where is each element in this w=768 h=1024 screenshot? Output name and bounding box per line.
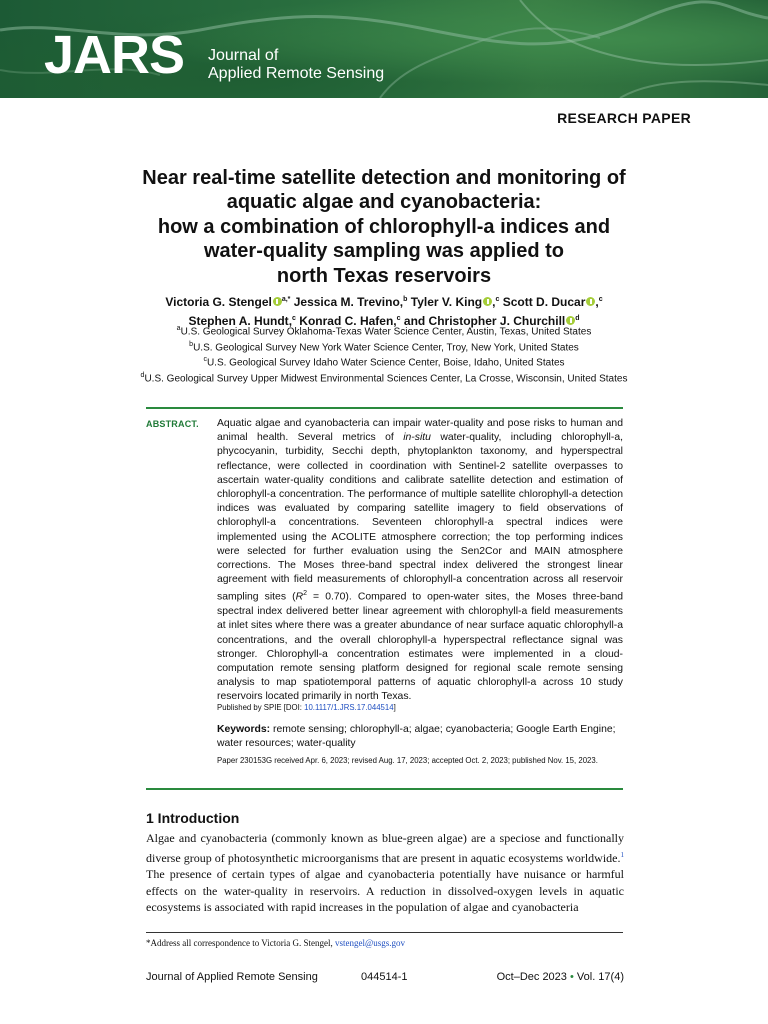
author-name[interactable]: Victoria G. Stengel [165,295,272,309]
r-squared-symbol: R [295,591,304,603]
abstract-text-part: = 0.70). Compared to open-water sites, the Moses three-band spectral index delivered better linear agreement with chlorophyll-a field measurements at inlet sites where there was a greater abundance of near surface aquatic chlorophyll-a concentrations, and the overall chlorophyll-a hyperspectral reflectance signal was stronger. Chlorophyll-a concentration estimates were implemented in a cloud-computation remote sensing platform designed for regional scale remote sensing analysis to map spatiotemporal patterns of aquatic chlorophyll-a across 10 study reservoirs located primarily in north Texas. [217,591,623,703]
r-squared-exponent: 2 [303,590,307,598]
footer-volume: Vol. 17(4) [576,971,624,983]
keywords [217,723,623,751]
abstract-bottom-rule [146,788,623,790]
author-sep: , [492,295,496,309]
orcid-icon[interactable] [273,297,282,306]
paper-history: Paper 230153G received Apr. 6, 2023; revised Aug. 17, 2023; accepted Oct. 2, 2023; published Nov. 15, 2023. [217,756,598,765]
abstract-text-part: water-quality, including chlorophyll-a, phycocyanin, turbidity, Secchi depth, phytoplankton taxonomy, and hyperspectral reflectance, were collected in coordination with Sentinel-2 satellite overpasses to ascertain water-quality conditions and calibrate satellite detection and estimation of chlorophyll-a concentration. The performance of multiple satellite chlorophyll-a detection indices was evaluated by comparing satellite imagery to field observations of chlorophyll-a concentrations. Seventeen chlorophyll-a spectral indices were implemented using the ACOLITE atmosphere correction; the top performing indices were selected for further evaluation using the Sen2Cor and MAIN atmosphere corrections. The Moses three-band spectral index delivered the strongest linear agreement with field measurements of chlorophyll-a concentration across all reservoir sampling sites ( [217,432,623,603]
author-sep: , [595,295,599,309]
author-sep: , [399,295,404,309]
published-by-line [217,703,396,712]
paper-type-label: RESEARCH PAPER [557,110,691,126]
author-affil-sup: b [403,296,408,303]
author-affil-sup: a,* [281,296,291,303]
intro-text-part: The presence of certain types of algae and cyanobacteria potentially have nuisance or harmful effects on the water-quality in reservoirs. A reduction in dissolved-oxygen levels in aquatic ecosystems is associated with rapid increases in the population of algae and cyanobacteria [146,867,624,914]
author-sep: , [393,313,397,328]
journal-logo: JARS [44,25,185,85]
published-prefix: Published by SPIE [DOI: [217,703,305,712]
abstract-text-part: Aquatic algae and cyanobacteria can impair water-quality and pose risks to human and animal health. Several metrics of [217,418,623,444]
author-affil-sup: c [292,314,296,322]
affiliation-list [120,323,648,386]
footnote-text: *Address all correspondence to Victoria G. Stengel, [146,938,335,948]
orcid-icon[interactable] [483,297,492,306]
doi-link[interactable]: 10.1117/1.JRS.17.044514 [304,703,394,712]
affiliation-text: U.S. Geological Survey New York Water Science Center, Troy, New York, United States [193,342,579,354]
journal-banner [0,0,768,98]
abstract-label: ABSTRACT. [146,419,199,429]
author-name[interactable]: Scott D. Ducar [502,295,586,309]
author-line [130,292,638,311]
affiliation [120,339,648,355]
abstract-top-rule [146,407,623,409]
correspondence-footnote [146,938,405,948]
footer-issue-date: Oct–Dec 2023 [496,971,567,983]
title-line: north Texas reservoirs [276,264,492,287]
author-name[interactable]: and Christopher J. Churchill [403,313,566,328]
keywords-text: remote sensing; chlorophyll-a; algae; cyanobacteria; Google Earth Engine; water resources; water-quality [217,724,616,749]
affiliation [120,354,648,370]
author-name[interactable]: Jessica M. Trevino [293,295,400,309]
author-sep: , [288,313,293,328]
section-heading: 1 Introduction [146,810,240,826]
affiliation-text: U.S. Geological Survey Oklahoma-Texas Water Science Center, Austin, Texas, United States [180,326,592,338]
author-name[interactable]: Konrad C. Hafen [299,313,394,328]
intro-paragraph [146,830,624,916]
journal-name-line1: Journal of [208,47,279,64]
author-name[interactable]: Tyler V. King [410,295,483,309]
affiliation-sup: d [140,372,145,380]
affiliation-sup: c [203,356,207,364]
affiliation-sup: a [176,325,181,332]
intro-text-part: Algae and cyanobacteria (commonly known as blue-green algae) are a speciose and functionally diverse group of photosynthetic microorganisms that are present in aquatic ecosystems worldwide. [146,831,624,865]
reference-link[interactable]: 1 [620,850,624,859]
author-affil-sup: c [495,296,500,303]
email-link[interactable]: vstengel@usgs.gov [335,938,406,948]
affiliation [120,370,648,386]
author-name[interactable]: Stephen A. Hundt [188,313,289,328]
affiliation-text: U.S. Geological Survey Idaho Water Science Center, Boise, Idaho, United States [206,357,565,369]
published-suffix: ] [393,703,396,712]
title-line: Near real-time satellite detection and monitoring of [142,167,626,189]
title-line: how a combination of chlorophyll-a indices and [157,215,611,238]
journal-name [208,47,384,83]
author-affil-sup: c [396,314,401,322]
affiliation-text: U.S. Geological Survey Upper Midwest Environmental Sciences Center, La Crosse, Wisconsin, United States [144,373,628,385]
abstract-italic-term: in-situ [403,432,431,444]
journal-name-line2: Applied Remote Sensing [208,65,385,82]
footer-bullet: • [569,971,574,983]
affiliation [120,323,648,339]
footer-page-number: 044514-1 [361,971,408,983]
footnote-rule [146,932,623,933]
paper-title [120,166,648,288]
author-affil-sup: c [598,296,603,303]
title-line: aquatic algae and cyanobacteria: [226,191,542,214]
affiliation-sup: b [189,340,194,348]
author-affil-sup: d [575,314,580,322]
abstract-text [217,417,623,705]
title-line: water-quality sampling was applied to [203,240,565,263]
keywords-label: Keywords: [217,724,271,735]
footer-issue [497,971,624,983]
footer-journal: Journal of Applied Remote Sensing [146,971,318,983]
